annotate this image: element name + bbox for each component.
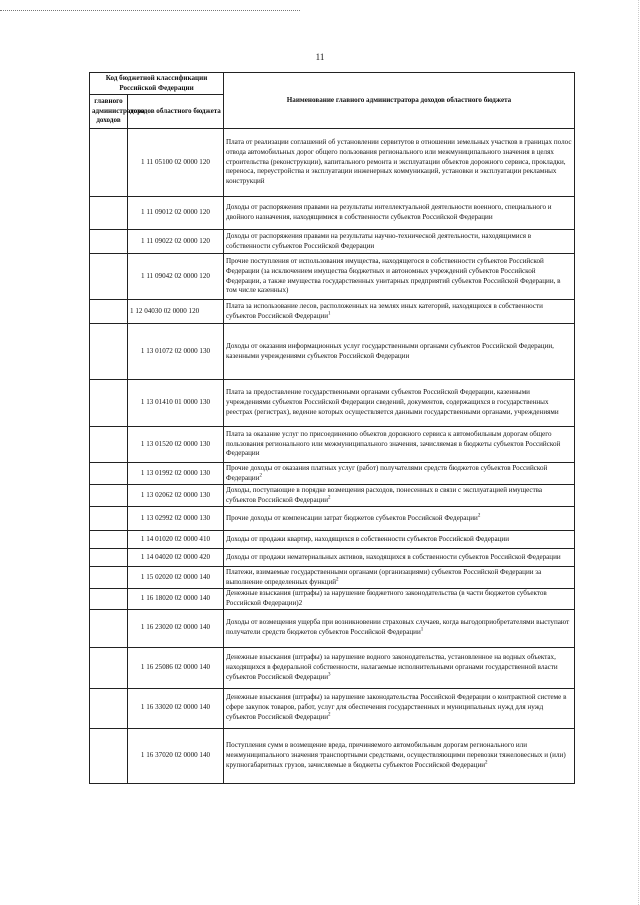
footnote-marker: 2 (336, 577, 339, 583)
admin-code-cell (90, 463, 128, 485)
income-code-cell: 1 13 02062 02 0000 130 (128, 485, 224, 507)
description-text: Плата от реализации соглашений об установлении сервитутов в отношении земельных участков в границах полос отвода автомобильных дорог общего пользования регионального или межмуниципального значения в целях строительства (реконструкции), капитального ремонта и эксплуатации объектов дорожного сервиса, прокладки, переноса, переустройства и эксплуатации инженерных коммуникаций, установки и эксплуатации рекламных конструкций (226, 137, 572, 186)
footnote-marker: 3 (328, 672, 331, 678)
description-text: Прочие доходы от оказания платных услуг (работ) получателями средств бюджетов субъектов Российской Федерации (226, 463, 548, 482)
table-row (90, 688, 575, 728)
description-cell (224, 549, 575, 567)
footnote-marker: 2 (328, 495, 331, 501)
income-code-cell: 1 13 02992 02 0000 130 (128, 507, 224, 531)
description-cell (224, 567, 575, 589)
description-cell (224, 589, 575, 610)
footnote-marker: 2 (477, 513, 481, 519)
description-cell (224, 427, 575, 463)
table-row (90, 463, 575, 485)
description-text: Плата за оказание услуг по присоединению объектов дорожного сервиса к автомобильным дорогам общего пользования регионального или межмуниципального значения, зачисляемая в бюджеты субъектов Российской Федерации (226, 429, 561, 458)
income-code-cell: 1 13 01520 02 0000 130 (128, 427, 224, 463)
admin-code-cell (90, 197, 128, 230)
footnote-marker: 2 (328, 712, 331, 718)
description-text: Прочие поступления от использования имущества, находящегося в собственности субъектов Российской Федерации (за исключением имущества бюджетных и автономных учреждений субъектов Российской Федерации, а также имущества государственных унитарных предприятий субъектов Российской Федерации, в том числе казенных) (226, 256, 561, 295)
page-number: 11 (315, 52, 325, 62)
admin-code-cell (90, 485, 128, 507)
description-text: Плата за предоставление государственными органами субъектов Российской Федерации, казенными учреждениями субъектов Российской Федерации сведений, документов, содержащихся в государственных реестрах (регистрах), ведение которых осуществляется данными государственными органами, учреждениями (226, 388, 559, 416)
description-cell (224, 485, 575, 507)
footnote-marker: 1 (420, 627, 424, 633)
income-code-cell: 1 16 18020 02 0000 140 (128, 589, 224, 610)
description-text: Поступления сумм в возмещение вреда, причиняемого автомобильным дорогам регионального или межмуниципального значения транспортными средствами, осуществляющими перевозки тяжеловесных и (или) крупногабаритных грузов, зачисляемые в бюджеты субъектов Российской Федерации (226, 740, 566, 769)
admin-code-cell (90, 230, 128, 254)
description-cell (224, 688, 575, 728)
header-budget-code: Код бюджетной классификации Российской Федерации (90, 73, 224, 95)
admin-code-cell (90, 507, 128, 531)
table-row (90, 197, 575, 230)
description-cell (224, 647, 575, 688)
description-cell (224, 254, 575, 300)
income-code-cell: 1 11 09022 02 0000 120 (128, 230, 224, 254)
income-code-cell: 1 14 04020 02 0000 420 (128, 549, 224, 567)
table-row (90, 300, 575, 324)
table-row (90, 647, 575, 688)
table-row (90, 254, 575, 300)
description-text: Доходы, поступающие в порядке возмещения расходов, понесенных в связи с эксплуатацией имущества субъектов Российской Федерации (226, 485, 543, 504)
income-code-cell: 1 15 02020 02 0000 140 (128, 567, 224, 589)
revenue-table (89, 72, 575, 784)
table-row (90, 549, 575, 567)
description-cell (224, 609, 575, 647)
income-code-cell: 1 14 01020 02 0000 410 (128, 531, 224, 549)
description-cell (224, 324, 575, 380)
admin-code-cell (90, 129, 128, 197)
description-text: Платежи, взимаемые государственными органами (организациями) субъектов Российской Федерации за выполнение определенных функций (226, 567, 542, 586)
description-text: Денежные взыскания (штрафы) за нарушение водного законодательства, установленное на водных объектах, находящихся в федеральной собственности, налагаемые исполнительными органами государственной власти субъектов Российской Федерации (226, 652, 558, 681)
income-code-cell: 1 13 01992 02 0000 130 (128, 463, 224, 485)
admin-code-cell (90, 549, 128, 567)
income-code-cell: 1 11 09042 02 0000 120 (128, 254, 224, 300)
income-code-cell: 1 12 04030 02 0000 120 (128, 300, 224, 324)
admin-code-cell (90, 589, 128, 610)
income-code-cell: 1 13 01410 01 0000 130 (128, 380, 224, 427)
description-cell (224, 197, 575, 230)
description-text: Доходы от продажи квартир, находящихся в собственности субъектов Российской Федерации (226, 534, 510, 543)
table-row (90, 129, 575, 197)
description-text: Доходы от распоряжения правами на результаты интеллектуальной деятельности военного, специального и двойного назначения, находящимися в собственности субъектов Российской Федерации (226, 203, 552, 221)
table-row (90, 485, 575, 507)
admin-code-cell (90, 688, 128, 728)
description-cell (224, 728, 575, 783)
table-row (90, 324, 575, 380)
description-cell (224, 531, 575, 549)
table-row (90, 507, 575, 531)
income-code-cell: 1 16 37020 02 0000 140 (128, 728, 224, 783)
table-row (90, 427, 575, 463)
description-text: Доходы от продажи нематериальных активов, находящихся в собственности субъектов Российской Федерации (226, 552, 561, 561)
description-text: Прочие доходы от компенсации затрат бюджетов субъектов Российской Федерации (226, 513, 478, 522)
admin-code-cell (90, 324, 128, 380)
description-cell (224, 463, 575, 485)
admin-code-cell (90, 300, 128, 324)
admin-code-cell (90, 728, 128, 783)
header-main-admin: главного администратора доходов (90, 95, 128, 129)
description-text: Доходы от возмещения ущерба при возникновении страховых случаев, когда выгодоприобретателями выступают получатели средств бюджетов субъектов Российской Федерации (226, 618, 570, 637)
income-code-cell: 1 11 09012 02 0000 120 (128, 197, 224, 230)
description-cell (224, 300, 575, 324)
admin-code-cell (90, 380, 128, 427)
footnote-marker: 1 (328, 311, 331, 317)
income-code-cell: 1 11 05100 02 0000 120 (128, 129, 224, 197)
description-text: Денежные взыскания (штрафы) за нарушение бюджетного законодательства (в части бюджетов субъектов Российской Федерации)2 (226, 589, 547, 607)
description-text: Денежные взыскания (штрафы) за нарушение законодательства Российской Федерации о контрактной системе в сфере закупок товаров, работ, услуг для обеспечения государственных и муниципальных нужд для нужд субъектов Российской Федерации (226, 693, 567, 722)
table-row (90, 609, 575, 647)
income-code-cell: 1 16 33020 02 0000 140 (128, 688, 224, 728)
admin-code-cell (90, 567, 128, 589)
table-row (90, 728, 575, 783)
admin-code-cell (90, 531, 128, 549)
description-cell (224, 230, 575, 254)
admin-code-cell (90, 427, 128, 463)
footnote-marker: 2 (485, 760, 488, 766)
admin-code-cell (90, 254, 128, 300)
table-row (90, 567, 575, 589)
income-code-cell: 1 16 25086 02 0000 140 (128, 647, 224, 688)
income-code-cell: 1 13 01072 02 0000 130 (128, 324, 224, 380)
admin-code-cell (90, 609, 128, 647)
header-admin-name: Наименование главного администратора доходов областного бюджета (224, 73, 575, 129)
table-row (90, 589, 575, 610)
admin-code-cell (90, 647, 128, 688)
table-row (90, 531, 575, 549)
footnote-marker: 2 (259, 473, 263, 479)
description-cell (224, 129, 575, 197)
header-income: доходов областного бюджета (128, 95, 224, 129)
table-row (90, 230, 575, 254)
description-text: Доходы от распоряжения правами на результаты научно-технической деятельности, находящимися в собственности субъектов Российской Федерации (226, 231, 532, 250)
description-text: Плата за использование лесов, расположенных на землях иных категорий, находящихся в собственности субъектов Российской Федерации (226, 301, 543, 320)
description-text: Доходы от оказания информационных услуг государственными органами субъектов Российской Федерации, казенными учреждениями субъектов Российской Федерации (226, 341, 554, 360)
income-code-cell: 1 16 23020 02 0000 140 (128, 609, 224, 647)
scan-artifact-line (0, 10, 300, 12)
table-row (90, 380, 575, 427)
description-cell (224, 507, 575, 531)
description-cell (224, 380, 575, 427)
